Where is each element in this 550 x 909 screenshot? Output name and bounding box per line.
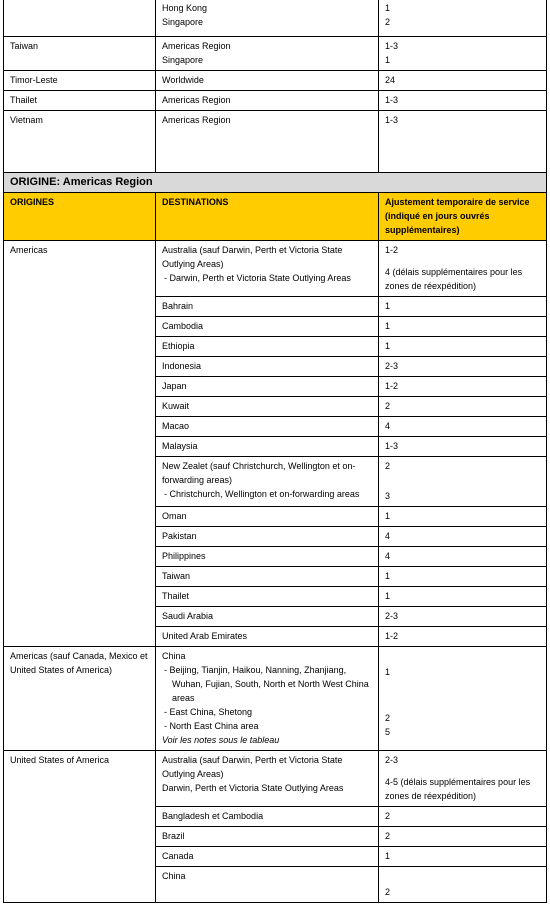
- adjustment-cell: 2: [379, 827, 547, 847]
- adjustment-text: 1-3: [385, 41, 399, 51]
- header-destinations: DESTINATIONS: [156, 193, 379, 241]
- destination-cell: [156, 647, 379, 751]
- table-row: [4, 71, 547, 91]
- destination-cell: [156, 0, 379, 37]
- adjustment-cell: 24: [379, 71, 547, 91]
- destination-cell: Japan: [156, 377, 379, 397]
- destination-cell: Taiwan: [156, 567, 379, 587]
- destination-cell: Canada: [156, 847, 379, 867]
- destination-subitem: - Beijing, Tianjin, Haikou, Nanning, Zhanjiang, Wuhan, Fujian, South, North et North West China areas: [164, 665, 369, 703]
- adjustment-cell: 2-3: [379, 357, 547, 377]
- adjustment-cell: 1: [379, 587, 547, 607]
- destination-cell: China: [156, 867, 379, 903]
- adjustment-text: 3: [385, 491, 391, 501]
- adjustment-cell: 2-3: [379, 607, 547, 627]
- destination-cell: Oman: [156, 507, 379, 527]
- destination-cell: Worldwide: [156, 71, 379, 91]
- destination-cell: [156, 457, 379, 507]
- origin-cell: Americas (sauf Canada, Mexico et United States of America): [4, 647, 156, 751]
- destination-text: Americas Region: [162, 41, 231, 51]
- adjustment-cell: [379, 647, 547, 751]
- destination-subitem: - North East China area: [164, 721, 259, 731]
- destination-subitem-text: Darwin, Perth et Victoria State Outlying Areas: [169, 273, 351, 283]
- adjustment-cell: 1: [379, 337, 547, 357]
- section-heading-row: [4, 173, 547, 193]
- adjustment-text: 4 (délais supplémentaires pour les zones de réexpédition): [385, 267, 523, 291]
- destination-text: Australia (sauf Darwin, Perth et Victoria State Outlying Areas): [162, 755, 343, 779]
- adjustment-text: 1: [385, 667, 391, 677]
- adjustment-cell: 1: [379, 297, 547, 317]
- adjustment-cell: 2: [379, 397, 547, 417]
- destination-cell: Pakistan: [156, 527, 379, 547]
- adjustment-cell: [379, 751, 547, 807]
- destination-cell: Bangladesh et Cambodia: [156, 807, 379, 827]
- origin-cell: [4, 0, 156, 37]
- adjustment-text: 4-5 (délais supplémentaires pour les zones de réexpédition): [385, 777, 531, 801]
- destination-cell: Americas Region: [156, 111, 379, 173]
- adjustment-text: 1: [385, 55, 391, 65]
- adjustment-cell: 4: [379, 547, 547, 567]
- destination-cell: United Arab Emirates: [156, 627, 379, 647]
- adjustment-cell: 1: [379, 567, 547, 587]
- destination-cell: Ethiopia: [156, 337, 379, 357]
- adjustment-text: 2: [385, 713, 391, 723]
- table-row: [4, 0, 547, 37]
- origin-cell: Taiwan: [4, 37, 156, 71]
- header-origins: ORIGINES: [4, 193, 156, 241]
- destination-cell: Bahrain: [156, 297, 379, 317]
- destination-cell: [156, 241, 379, 297]
- adjustment-text: 1-2: [385, 245, 399, 255]
- destination-subitem: - Christchurch, Wellington et on-forwarding areas: [164, 489, 360, 499]
- adjustment-cell: 1: [379, 847, 547, 867]
- destination-subitem-text: Christchurch, Wellington et on-forwarding areas: [169, 489, 360, 499]
- table-row: [4, 91, 547, 111]
- destination-cell: Indonesia: [156, 357, 379, 377]
- destination-cell: Macao: [156, 417, 379, 437]
- origin-cell: Americas: [4, 241, 156, 647]
- destination-cell: [156, 751, 379, 807]
- destination-text: New Zealet (sauf Christchurch, Wellington et on-forwarding areas): [162, 461, 356, 485]
- destination-text: Singapore: [162, 17, 204, 27]
- destination-subitem: - Darwin, Perth et Victoria State Outlying Areas: [164, 273, 351, 283]
- adjustment-text: 2: [385, 461, 391, 471]
- table-row: [4, 647, 547, 751]
- origin-cell: Vietnam: [4, 111, 156, 173]
- destination-text: Australia (sauf Darwin, Perth et Victoria State Outlying Areas): [162, 245, 343, 269]
- adjustment-cell: 1: [379, 507, 547, 527]
- destination-subitem: - East China, Shetong: [164, 707, 253, 717]
- destination-subitem-text: Beijing, Tianjin, Haikou, Nanning, Zhanjiang, Wuhan, Fujian, South, North et North West China areas: [169, 665, 369, 703]
- adjustment-cell: 1: [379, 317, 547, 337]
- origin-cell: United States of America: [4, 751, 156, 903]
- destination-cell: Cambodia: [156, 317, 379, 337]
- destination-text: Hong Kong: [162, 3, 208, 13]
- destination-cell: Americas Region: [156, 91, 379, 111]
- table-row: [4, 111, 547, 173]
- adjustment-cell: 2: [379, 807, 547, 827]
- adjustment-cell: 1-3: [379, 91, 547, 111]
- origin-cell: Thailet: [4, 91, 156, 111]
- destination-cell: Philippines: [156, 547, 379, 567]
- adjustment-text: 2: [385, 887, 391, 897]
- table-note: Voir les notes sous le tableau: [162, 735, 280, 745]
- adjustment-text: 5: [385, 727, 391, 737]
- table-row: [4, 241, 547, 297]
- column-header-row: [4, 193, 547, 241]
- adjustment-cell: 1-3: [379, 111, 547, 173]
- header-adjustment: Ajustement temporaire de service (indiqué en jours ouvrés supplémentaires): [379, 193, 547, 241]
- destination-text: Singapore: [162, 55, 204, 65]
- adjustment-cell: [379, 867, 547, 903]
- destination-cell: Thailet: [156, 587, 379, 607]
- section-title: ORIGINE: Americas Region: [4, 173, 547, 193]
- destination-cell: Malaysia: [156, 437, 379, 457]
- adjustment-cell: 1-2: [379, 377, 547, 397]
- adjustment-cell: 4: [379, 527, 547, 547]
- adjustment-cell: [379, 37, 547, 71]
- adjustment-text: 2: [385, 17, 391, 27]
- service-adjustment-table: [3, 0, 547, 903]
- destination-cell: Kuwait: [156, 397, 379, 417]
- destination-cell: Brazil: [156, 827, 379, 847]
- adjustment-text: 2-3: [385, 755, 399, 765]
- adjustment-cell: 1-2: [379, 627, 547, 647]
- table-row: [4, 37, 547, 71]
- origin-cell: Timor-Leste: [4, 71, 156, 91]
- destination-subitem-text: North East China area: [169, 721, 259, 731]
- adjustment-cell: [379, 0, 547, 37]
- adjustment-cell: 4: [379, 417, 547, 437]
- destination-subitem-text: Darwin, Perth et Victoria State Outlying Areas: [162, 783, 344, 793]
- table-row: [4, 751, 547, 807]
- adjustment-cell: [379, 241, 547, 297]
- destination-cell: Saudi Arabia: [156, 607, 379, 627]
- destination-cell: [156, 37, 379, 71]
- adjustment-cell: [379, 457, 547, 507]
- adjustment-text: 1: [385, 3, 391, 13]
- destination-text: China: [162, 651, 186, 661]
- destination-subitem-text: East China, Shetong: [169, 707, 253, 717]
- adjustment-cell: 1-3: [379, 437, 547, 457]
